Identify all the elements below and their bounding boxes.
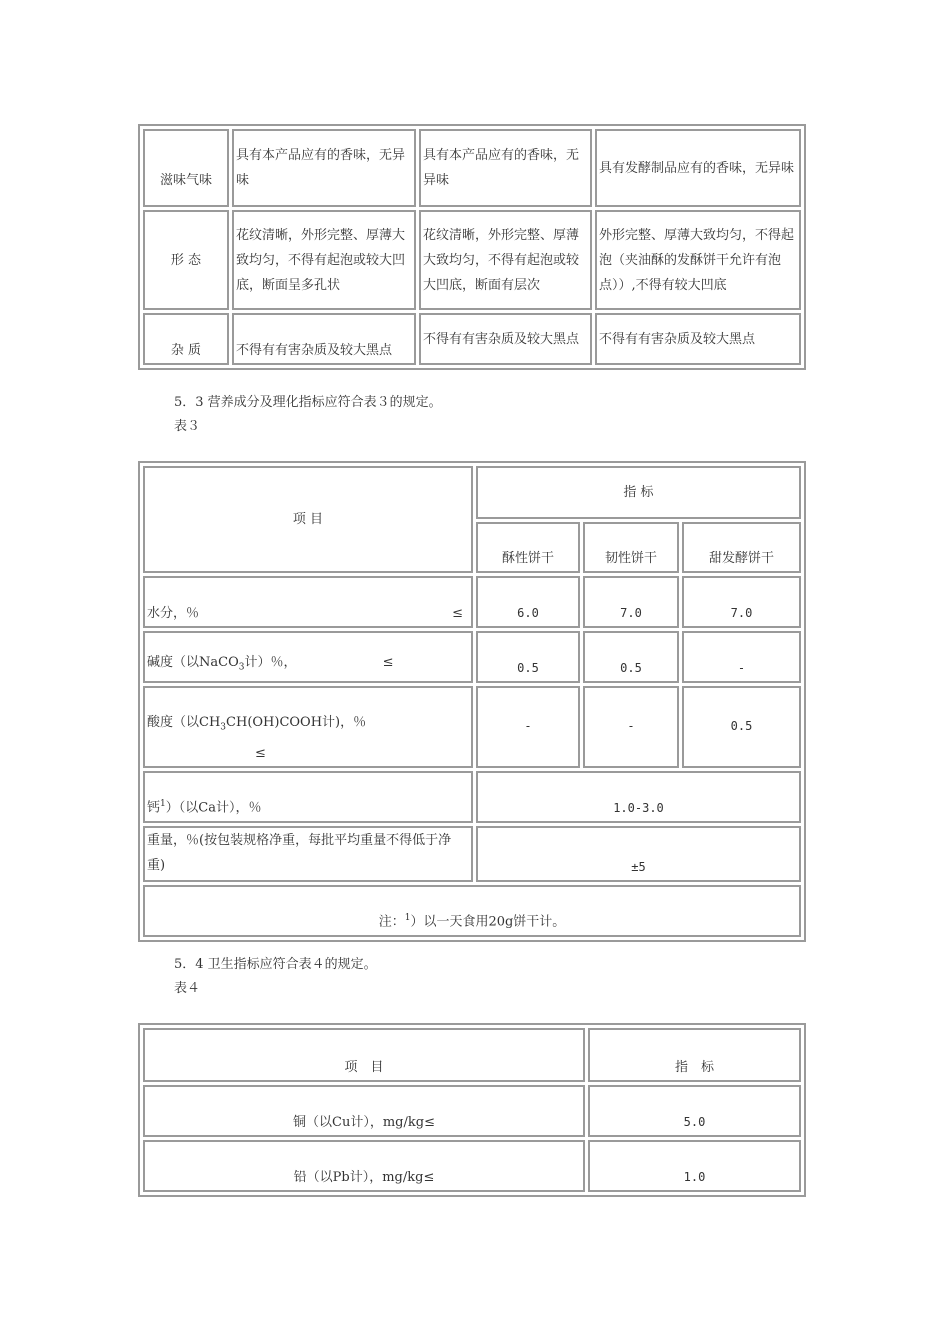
section-5-4-text: 5．4 卫生指标应符合表４的规定。 (174, 957, 377, 972)
subscript: 3 (220, 722, 227, 733)
label-text: CH(OH)COOH计)，％ (226, 715, 367, 730)
table-note-row (143, 885, 801, 937)
note-text: 注： (378, 914, 405, 930)
table-cell: 外形完整、厚薄大致均匀，不得起泡（夹油酥的发酥饼干允许有泡点））,不得有较大凹底 (595, 210, 801, 310)
table-row (143, 313, 801, 365)
label-text: 钙 (147, 800, 161, 816)
sensory-table (138, 124, 806, 370)
header-item: 项 目 (143, 1028, 585, 1082)
section-5-3-text: 5．3 营养成分及理化指标应符合表３的规定。 (174, 395, 442, 410)
table-cell: 花纹清晰，外形完整、厚薄大致均匀，不得有起泡或较大凹底，断面有层次 (419, 210, 592, 310)
table-3-caption: 表３ (174, 419, 201, 434)
subscript: 3 (238, 663, 245, 673)
less-equal-symbol: ≤ (255, 745, 266, 761)
superscript: 1 (404, 913, 411, 924)
table-cell: 不得有有害杂质及较大黑点 (595, 313, 801, 365)
label-text: 碱度（以NaCO (147, 655, 239, 671)
table-row (143, 631, 801, 683)
table-header-row (143, 1028, 801, 1082)
table-cell: 1.0-3.0 (476, 771, 801, 823)
hygiene-table (138, 1023, 806, 1197)
table-cell: 0.5 (583, 631, 679, 683)
less-equal-symbol: ≤ (452, 606, 463, 621)
table-cell: 花纹清晰，外形完整、厚薄大致均匀，不得有起泡或较大凹底，断面呈多孔状 (232, 210, 416, 310)
row-label: 铅（以Pb计），mg/kg≤ (143, 1140, 585, 1192)
row-label: 形 态 (143, 210, 229, 310)
table-cell: - (682, 631, 801, 683)
table-note (143, 885, 801, 937)
table-cell: 0.5 (682, 686, 801, 768)
table-row (143, 686, 801, 768)
table-cell: 5.0 (588, 1085, 801, 1137)
table-cell: - (583, 686, 679, 768)
row-label: 滋味气味 (143, 129, 229, 207)
label-text: 计）％， (244, 655, 297, 671)
row-label (143, 576, 473, 628)
table-cell: 具有发酵制品应有的香味，无异味 (595, 129, 801, 207)
row-label: 杂 质 (143, 313, 229, 365)
row-label (143, 771, 473, 823)
table-row (143, 771, 801, 823)
table-cell: 7.0 (583, 576, 679, 628)
table-row (143, 1085, 801, 1137)
header-index: 指 标 (588, 1028, 801, 1082)
table-cell: 不得有有害杂质及较大黑点 (419, 313, 592, 365)
table-4-caption: 表４ (174, 981, 201, 996)
table-row (143, 576, 801, 628)
row-label (143, 686, 473, 768)
table-cell: - (476, 686, 580, 768)
column-header: 甜发酵饼干 (682, 522, 801, 573)
header-index: 指 标 (476, 466, 801, 519)
physicochemical-table (138, 461, 806, 942)
note-text: ）以一天食用20g饼干计。 (410, 914, 566, 930)
table-cell: ±5 (476, 826, 801, 882)
column-header: 韧性饼干 (583, 522, 679, 573)
table-cell: 具有本产品应有的香味，无异味 (419, 129, 592, 207)
table-cell: 7.0 (682, 576, 801, 628)
label-text: ）（以Ca计），％ (165, 800, 262, 816)
row-label: 重量，％(按包装规格净重，每批平均重量不得低于净重) (143, 826, 473, 882)
superscript: 1 (160, 799, 166, 810)
row-label: 铜（以Cu计），mg/kg≤ (143, 1085, 585, 1137)
header-item: 项 目 (143, 466, 473, 573)
label-text: 酸度（以CH (147, 715, 221, 730)
moisture-label: 水分，％ (147, 606, 200, 621)
table-cell: 6.0 (476, 576, 580, 628)
table-header-row (143, 466, 801, 519)
table-row (143, 826, 801, 882)
column-header: 酥性饼干 (476, 522, 580, 573)
table-cell: 具有本产品应有的香味，无异味 (232, 129, 416, 207)
alkalinity-label (147, 655, 297, 673)
moisture-label-row (147, 601, 469, 626)
table-row (143, 1140, 801, 1192)
acidity-label (147, 710, 469, 741)
less-equal-symbol: ≤ (382, 655, 394, 671)
table-cell: 1.0 (588, 1140, 801, 1192)
table-cell: 不得有有害杂质及较大黑点 (232, 313, 416, 365)
table-row (143, 210, 801, 310)
table-cell: 0.5 (476, 631, 580, 683)
table-row (143, 129, 801, 207)
row-label (143, 631, 473, 683)
